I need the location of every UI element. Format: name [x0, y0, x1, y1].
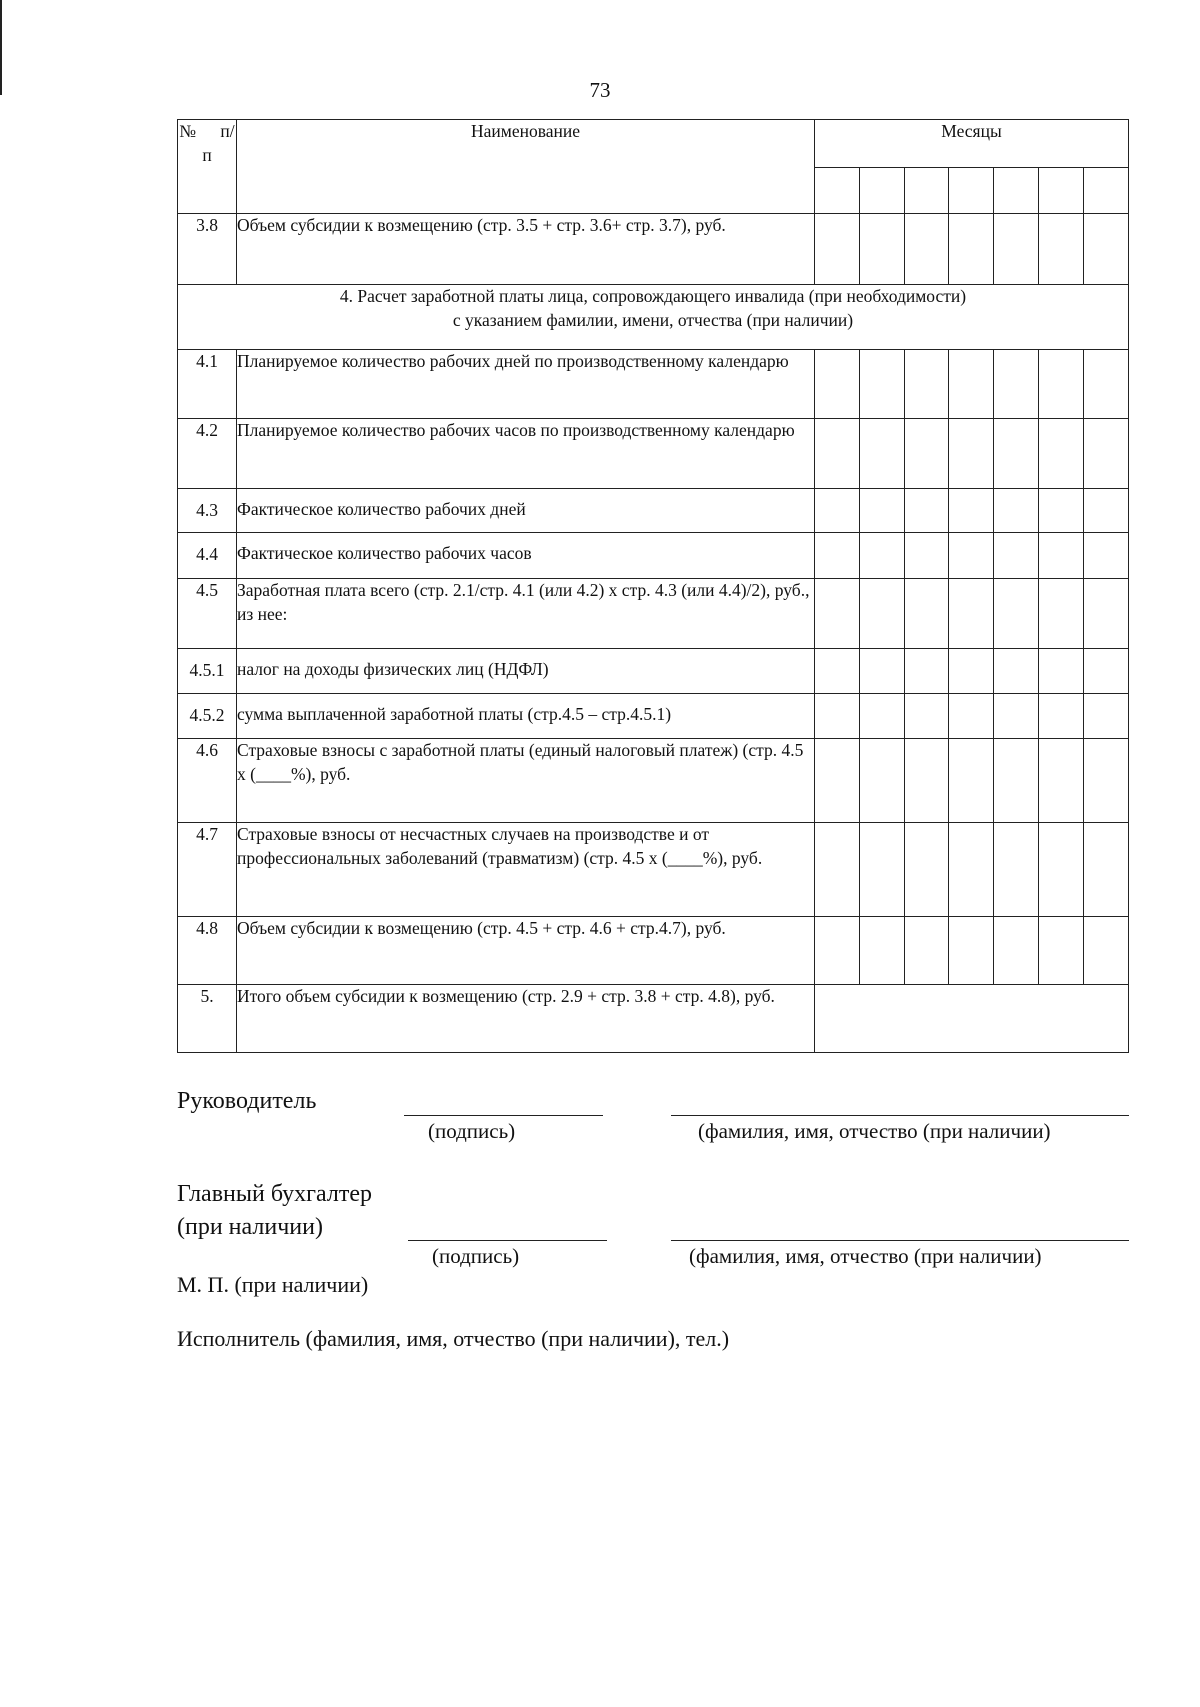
section-title-line: 4. Расчет заработной платы лица, сопровождающего инвалида (при необходимости) [339, 286, 967, 306]
table-row [178, 533, 1129, 579]
month-cell [904, 168, 949, 214]
table-row [178, 350, 1129, 419]
row-name: Планируемое количество рабочих дней по производственному календарю [237, 350, 815, 419]
accountant-label: Главный бухгалтер [177, 1181, 372, 1207]
page-number: 73 [589, 78, 611, 102]
row-number: 4.5.2 [178, 694, 237, 739]
table-row [178, 917, 1129, 985]
section-row [178, 285, 1129, 350]
row-number: 4.6 [178, 739, 237, 823]
header-name: Наименование [237, 120, 815, 214]
header-num: № п/п [178, 120, 237, 214]
executor-label: Исполнитель (фамилия, имя, отчество (при наличии), тел.) [177, 1326, 730, 1351]
month-cell [949, 168, 994, 214]
row-number: 4.2 [178, 419, 237, 489]
table-row [178, 649, 1129, 694]
row-name: Фактическое количество рабочих часов [237, 533, 815, 579]
table-row [178, 823, 1129, 917]
section-title [178, 285, 1129, 350]
row-number: 4.5.1 [178, 649, 237, 694]
month-cell [1083, 168, 1128, 214]
row-number: 4.4 [178, 533, 237, 579]
row-name: Объем субсидии к возмещению (стр. 4.5 + стр. 4.6 + стр.4.7), руб. [237, 917, 815, 985]
table-row [178, 579, 1129, 649]
head-signature-line [404, 1115, 603, 1116]
month-cell [994, 168, 1039, 214]
row-number: 4.5 [178, 579, 237, 649]
table-row [178, 694, 1129, 739]
accountant-name-caption: (фамилия, имя, отчество (при наличии) [689, 1244, 1042, 1268]
row-name: Планируемое количество рабочих часов по производственному календарю [237, 419, 815, 489]
head-label: Руководитель [177, 1088, 317, 1114]
row-name: Заработная плата всего (стр. 2.1/стр. 4.1 (или 4.2) х стр. 4.3 (или 4.4)/2), руб., из нее: [237, 579, 815, 649]
accountant-name-line [671, 1240, 1129, 1241]
stamp-label: М. П. (при наличии) [177, 1272, 369, 1297]
accountant-signature-line [408, 1240, 607, 1241]
head-signature-caption: (подпись) [428, 1119, 516, 1143]
row-name: Объем субсидии к возмещению (стр. 3.5 + стр. 3.6+ стр. 3.7), руб. [237, 214, 815, 285]
accountant-signature-caption: (подпись) [432, 1244, 520, 1268]
month-cell [859, 168, 904, 214]
row-number: 4.7 [178, 823, 237, 917]
header-months: Месяцы [815, 120, 1129, 168]
row-number: 4.1 [178, 350, 237, 419]
month-cell [815, 168, 860, 214]
row-name: налог на доходы физических лиц (НДФЛ) [237, 649, 815, 694]
table-row [178, 739, 1129, 823]
head-name-caption: (фамилия, имя, отчество (при наличии) [698, 1119, 1051, 1143]
total-value-cell [815, 985, 1129, 1053]
row-name: сумма выплаченной заработной платы (стр.4.5 – стр.4.5.1) [237, 694, 815, 739]
row-number: 5. [178, 985, 237, 1053]
row-name: Страховые взносы от несчастных случаев на производстве и от профессиональных заболеваний (травматизм) (стр. 4.5 х (____%), руб. [237, 823, 815, 917]
table-row-total [178, 985, 1129, 1053]
section-title-line: с указанием фамилии, имени, отчества (при наличии) [452, 309, 854, 330]
row-number: 4.8 [178, 917, 237, 985]
table-row [178, 419, 1129, 489]
head-name-line [671, 1115, 1129, 1116]
table-row [178, 214, 1129, 285]
subsidy-calculation-table [177, 119, 1129, 1053]
row-name: Итого объем субсидии к возмещению (стр. 2.9 + стр. 3.8 + стр. 4.8), руб. [237, 985, 815, 1053]
row-name: Страховые взносы с заработной платы (единый налоговый платеж) (стр. 4.5 х (____%), руб. [237, 739, 815, 823]
row-number: 3.8 [178, 214, 237, 285]
accountant-label-qualifier: (при наличии) [177, 1214, 323, 1240]
row-number: 4.3 [178, 489, 237, 533]
row-name: Фактическое количество рабочих дней [237, 489, 815, 533]
month-cell [1038, 168, 1083, 214]
table-row [178, 489, 1129, 533]
table-header-row [178, 120, 1129, 168]
